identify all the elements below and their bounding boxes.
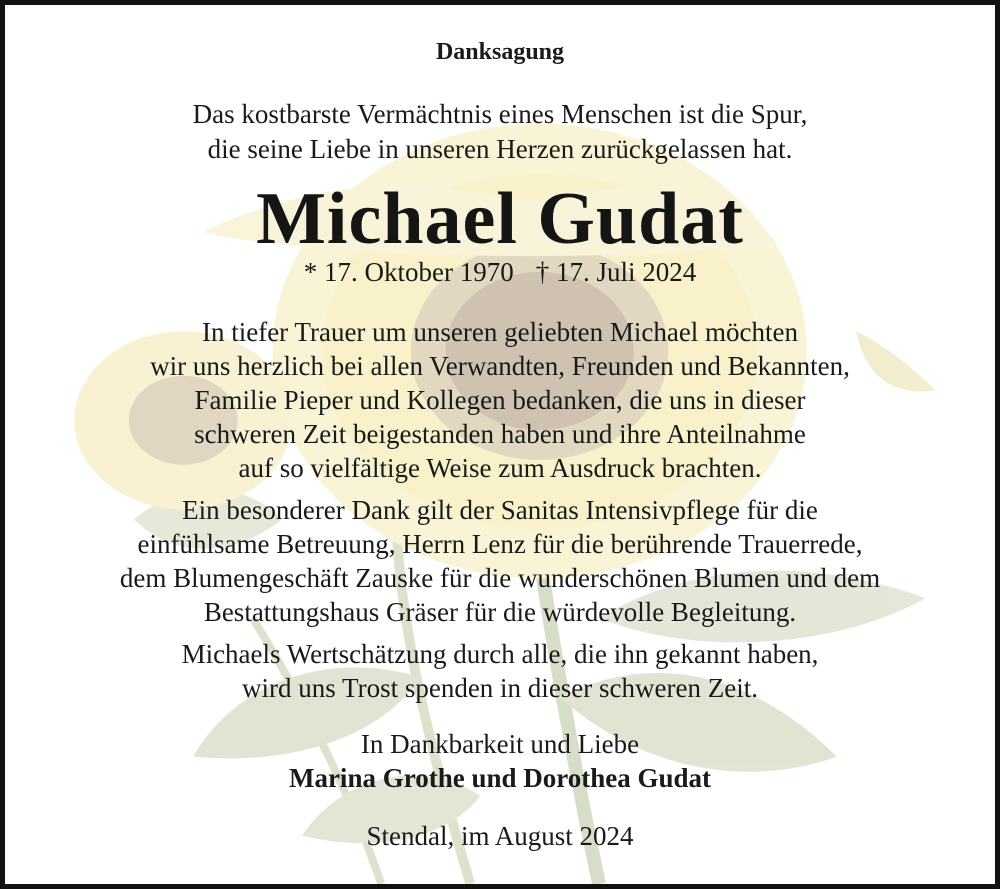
notice-content [5, 5, 995, 884]
paragraph3-line-1: Michaels Wertschätzung durch alle, die ihn gekannt haben, [181, 639, 819, 669]
paragraph3-line-2: wird uns Trost spenden in dieser schweren Zeit. [242, 673, 758, 703]
paragraph2-line-1: Ein besonderer Dank gilt der Sanitas Intensivpflege für die [182, 495, 818, 525]
death-date: † 17. Juli 2024 [535, 257, 697, 287]
signers: Marina Grothe und Dorothea Gudat [288, 763, 712, 793]
birth-date: * 17. Oktober 1970 [303, 257, 514, 287]
notice-title: Danksagung [435, 39, 565, 65]
paragraph1-line-5: auf so vielfältige Weise zum Ausdruck brachten. [238, 453, 762, 483]
life-dates [5, 257, 995, 288]
place-date: Stendal, im August 2024 [366, 821, 634, 851]
paragraph2-line-3: dem Blumengeschäft Zauske für die wunderschönen Blumen und dem [119, 563, 881, 593]
paragraph2-line-4: Bestattungshaus Gräser für die würdevolle Begleitung. [203, 597, 797, 627]
paragraph1-line-4: schweren Zeit beigestanden haben und ihre Anteilnahme [194, 419, 806, 449]
paragraph1-line-2: wir uns herzlich bei allen Verwandten, Freunden und Bekannten, [150, 351, 850, 381]
paragraph1-line-1: In tiefer Trauer um unseren geliebten Michael möchten [201, 317, 799, 347]
motto-line-2: die seine Liebe in unseren Herzen zurückgelassen hat. [207, 134, 793, 164]
paragraph1-line-3: Familie Pieper und Kollegen bedanken, die uns in dieser [194, 385, 806, 415]
deceased-name: Michael Gudat [256, 178, 744, 260]
paragraph2-line-2: einfühlsame Betreuung, Herrn Lenz für die berührende Trauerrede, [137, 529, 863, 559]
motto-line-1: Das kostbarste Vermächtnis eines Menschen ist die Spur, [192, 99, 808, 129]
closing-phrase: In Dankbarkeit und Liebe [360, 729, 640, 759]
